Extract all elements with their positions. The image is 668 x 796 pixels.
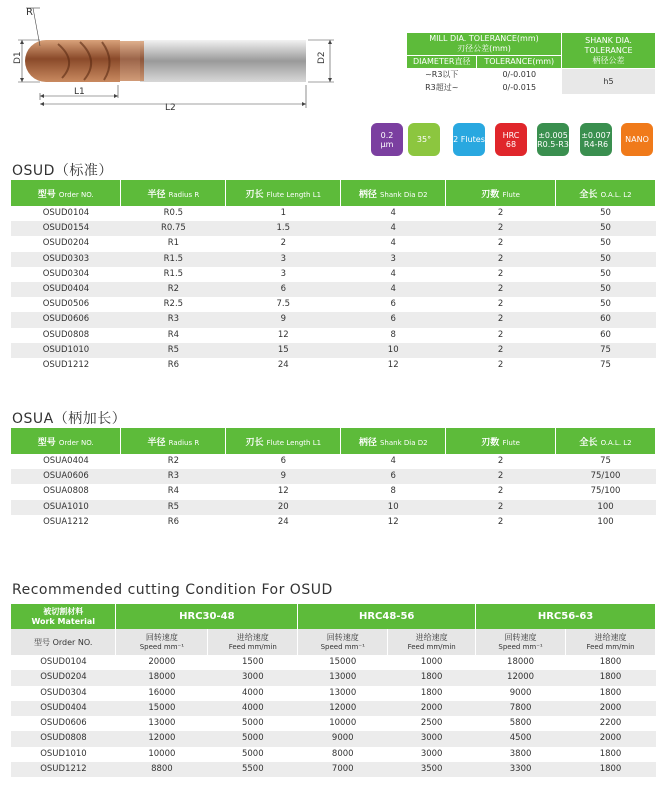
table-cell: 100 xyxy=(597,516,614,527)
table-cell: R4 xyxy=(167,486,180,497)
table-row xyxy=(11,500,656,515)
table-row xyxy=(11,206,656,221)
mill-tolerance-header: MILL DIA. TOLERANCE(mm) 刃径公差(mm) xyxy=(407,33,562,56)
header-en: Order NO. xyxy=(58,190,94,199)
table-cell: 3300 xyxy=(476,762,566,777)
table-cell: 2 xyxy=(497,208,504,218)
header-en: O.A.L. L2 xyxy=(600,438,632,447)
table-row xyxy=(11,282,656,297)
table-cell: 50 xyxy=(600,238,611,249)
table-cell: R6 xyxy=(167,360,180,371)
header-cn: 刃长 xyxy=(245,189,264,200)
group-header: HRC30-48 xyxy=(116,604,298,629)
table-row xyxy=(11,358,656,373)
table-row xyxy=(11,655,656,670)
table-cell: OSUD0506 xyxy=(42,299,90,310)
radius-tolerance-large-badge xyxy=(580,123,612,156)
column-header xyxy=(121,428,226,454)
table-cell: 1800 xyxy=(420,687,443,698)
badge-line: 35° xyxy=(416,135,432,144)
shank-tolerance-header: SHANK DIA. TOLERANCE 柄径公差 xyxy=(562,33,656,69)
osud-title: OSUD（标准） xyxy=(12,163,113,179)
table-cell: 3 xyxy=(280,268,286,279)
table-cell: 1.5 xyxy=(226,221,341,236)
table-cell: 3 xyxy=(341,252,446,267)
table-cell: 1800 xyxy=(566,762,656,777)
table-cell: 5800 xyxy=(509,718,532,729)
speed-header xyxy=(476,629,566,655)
header-cn: 刃数 xyxy=(481,437,500,448)
table-cell: OSUA1212 xyxy=(43,516,89,527)
table-cell: 60 xyxy=(600,329,611,340)
table-cell: 2 xyxy=(497,268,504,279)
table-cell: 2 xyxy=(497,516,504,527)
table-cell: 2 xyxy=(446,500,556,515)
table-cell: OSUD0606 xyxy=(40,718,87,729)
table-cell: OSUD0304 xyxy=(42,268,90,279)
table-cell: OSUD0104 xyxy=(40,657,87,667)
table-cell: R0.5 xyxy=(163,208,184,218)
table-cell: 1800 xyxy=(599,687,622,698)
feed-label-cn: 进给速度 xyxy=(236,632,269,642)
table-cell: OSUD0404 xyxy=(11,282,121,297)
table-cell: 2 xyxy=(446,469,556,484)
table-row xyxy=(11,762,656,777)
table-cell: 18000 xyxy=(116,670,208,685)
table-cell: 4000 xyxy=(208,701,298,716)
feed-label-cn: 进给速度 xyxy=(594,632,627,642)
table-cell: 75 xyxy=(600,360,611,371)
table-cell: 1 xyxy=(280,208,286,218)
badge-line: 68 xyxy=(505,139,517,149)
neck xyxy=(118,41,144,81)
table-cell: OSUD0303 xyxy=(11,252,121,267)
feed-label-cn: 进给速度 xyxy=(415,632,448,642)
table-cell: 100 xyxy=(556,500,656,515)
tolerance-value: 0/-0.010 xyxy=(477,69,562,82)
badge-line: ±0.007 xyxy=(581,130,611,140)
table-cell: 10000 xyxy=(148,748,176,759)
column-header xyxy=(341,428,446,454)
header-en: Flute xyxy=(502,438,520,447)
table-cell: 8800 xyxy=(116,762,208,777)
header-en: Radius R xyxy=(168,190,200,199)
column-header xyxy=(446,180,556,206)
header-en: Radius R xyxy=(168,438,200,447)
table-cell: 4000 xyxy=(241,687,264,698)
table-cell: 13000 xyxy=(148,718,176,729)
tolerance-label: TOLERANCE(mm) xyxy=(477,56,562,69)
table-cell: 6 xyxy=(341,469,446,484)
table-row xyxy=(11,328,656,343)
speed-header xyxy=(116,629,208,655)
badge-line: HRC xyxy=(502,130,520,140)
table-cell: 2500 xyxy=(420,718,443,729)
table-cell: 1800 xyxy=(388,670,476,685)
header-cn: 刃数 xyxy=(481,189,500,200)
cutting-table xyxy=(11,604,656,777)
table-cell: 1800 xyxy=(599,748,622,759)
table-cell: OSUD0808 xyxy=(42,329,90,340)
table-row xyxy=(11,312,656,327)
table-cell: 50 xyxy=(556,282,656,297)
header-cn: 刃长 xyxy=(245,437,264,448)
column-header xyxy=(226,180,341,206)
table-cell: R3 xyxy=(121,312,226,327)
table-row xyxy=(11,221,656,236)
table-cell: 2000 xyxy=(566,701,656,716)
nano-badge xyxy=(621,123,653,156)
table-cell: 12 xyxy=(277,486,289,497)
table-cell: 50 xyxy=(556,221,656,236)
table-cell: 6 xyxy=(390,299,396,310)
table-cell: 12 xyxy=(277,329,289,340)
table-cell: 13000 xyxy=(298,670,388,685)
table-cell: OSUA0606 xyxy=(11,469,121,484)
table-cell: 6 xyxy=(341,312,446,327)
table-cell: 12000 xyxy=(298,701,388,716)
table-cell: 1500 xyxy=(241,657,264,667)
table-cell: OSUD0304 xyxy=(40,687,87,698)
table-cell: 4 xyxy=(390,268,396,279)
table-cell: OSUD0606 xyxy=(11,312,121,327)
table-row xyxy=(11,236,656,251)
table-cell: 3500 xyxy=(388,762,476,777)
table-cell: 9 xyxy=(226,469,341,484)
table-cell: 4 xyxy=(341,221,446,236)
table-cell: 15 xyxy=(226,343,341,358)
table-cell: 8000 xyxy=(331,748,354,759)
feed-header xyxy=(566,629,656,655)
table-cell: 8 xyxy=(390,486,396,497)
cutting-title: Recommended cutting Condition For OSUD xyxy=(12,582,333,598)
table-cell: 3000 xyxy=(388,731,476,746)
table-cell: 50 xyxy=(600,268,611,279)
table-cell: 15000 xyxy=(329,657,357,667)
table-row xyxy=(11,747,656,762)
table-cell: R2.5 xyxy=(163,299,184,310)
l2-label: L2 xyxy=(165,103,176,113)
badge-line: R4-R6 xyxy=(583,139,609,149)
feed-header xyxy=(208,629,298,655)
table-cell: 3 xyxy=(226,252,341,267)
header-cn: 型号 xyxy=(37,189,56,200)
table-cell: 50 xyxy=(600,208,611,218)
header-en: Shank Dia D2 xyxy=(379,190,428,199)
table-cell: 3000 xyxy=(208,670,298,685)
table-cell: 4 xyxy=(390,208,396,218)
header-cn: 型号 xyxy=(37,437,56,448)
column-header xyxy=(226,428,341,454)
table-cell: R5 xyxy=(121,500,226,515)
table-cell: 5500 xyxy=(208,762,298,777)
header-cn: 柄径 xyxy=(358,437,377,448)
table-cell: 7000 xyxy=(298,762,388,777)
table-cell: R4 xyxy=(167,329,180,340)
feed-header xyxy=(388,629,476,655)
table-cell: 5000 xyxy=(241,748,264,759)
table-cell: OSUD0404 xyxy=(11,701,116,716)
table-cell: R1.5 xyxy=(121,252,226,267)
table-cell: 9000 xyxy=(509,687,532,698)
table-row xyxy=(11,252,656,267)
table-cell: 2 xyxy=(446,282,556,297)
header-cn: 柄径 xyxy=(358,189,377,200)
table-cell: 75 xyxy=(556,343,656,358)
table-cell: 2 xyxy=(497,329,504,340)
table-cell: 10000 xyxy=(329,718,357,729)
table-cell: 5000 xyxy=(241,718,264,729)
table-cell: 20000 xyxy=(148,657,176,667)
tolerance-diameter: R3超过~ xyxy=(407,82,477,95)
end-mill-drawing xyxy=(0,0,340,120)
table-cell: 2 xyxy=(497,299,504,310)
table-cell: OSUD0204 xyxy=(11,670,116,685)
header-en: Flute xyxy=(502,190,520,199)
table-row xyxy=(11,469,656,484)
table-cell: R2 xyxy=(121,282,226,297)
feed-label-en: Feed mm/min xyxy=(407,642,456,651)
table-cell: 50 xyxy=(556,252,656,267)
helix-angle-badge xyxy=(408,123,440,156)
table-cell: 4 xyxy=(390,456,396,466)
tolerance-diameter: ~R3以下 xyxy=(407,69,477,82)
table-row xyxy=(11,731,656,746)
table-cell: OSUD1212 xyxy=(11,762,116,777)
table-cell: 2 xyxy=(446,312,556,327)
column-header xyxy=(11,180,121,206)
table-cell: 10 xyxy=(341,343,446,358)
table-cell: OSUD0808 xyxy=(11,731,116,746)
badge-line: NANO xyxy=(625,135,649,144)
table-row xyxy=(11,716,656,731)
speed-header xyxy=(298,629,388,655)
table-row xyxy=(11,686,656,701)
precision-badge xyxy=(371,123,403,156)
table-cell: 4500 xyxy=(476,731,566,746)
osud-table xyxy=(11,180,656,373)
table-row xyxy=(11,670,656,685)
table-cell: 18000 xyxy=(507,657,535,667)
table-cell: R3 xyxy=(121,469,226,484)
speed-label-en: Speed mm⁻¹ xyxy=(498,642,543,651)
table-cell: 13000 xyxy=(329,687,357,698)
tolerance-value: 0/-0.015 xyxy=(477,82,562,95)
table-cell: OSUA1010 xyxy=(11,500,121,515)
table-cell: R6 xyxy=(167,516,180,527)
table-cell: 2 xyxy=(446,343,556,358)
table-cell: 50 xyxy=(600,299,611,310)
table-cell: 75 xyxy=(600,456,611,466)
flutes-badge xyxy=(453,123,485,156)
table-cell: OSUA0404 xyxy=(43,456,89,466)
header-cn: 半径 xyxy=(147,437,166,448)
table-cell: OSUD1212 xyxy=(42,360,90,371)
table-cell: 1800 xyxy=(566,670,656,685)
radius-tolerance-small-badge xyxy=(537,123,569,156)
table-cell: OSUD0104 xyxy=(42,208,90,218)
table-cell: 9 xyxy=(226,312,341,327)
header-cn: 全长 xyxy=(579,189,598,200)
table-cell: 75/100 xyxy=(556,469,656,484)
table-cell: 2 xyxy=(497,456,504,466)
d2-label: D2 xyxy=(317,51,327,64)
table-cell: 16000 xyxy=(148,687,176,698)
speed-label-en: Speed mm⁻¹ xyxy=(320,642,365,651)
shank xyxy=(140,40,306,82)
badge-line: 2 Flutes xyxy=(453,135,485,144)
table-cell: 1800 xyxy=(599,657,622,667)
table-cell: 8 xyxy=(390,329,396,340)
d1-label: D1 xyxy=(13,51,23,64)
header-en: Flute Length L1 xyxy=(266,438,322,447)
table-cell: 2 xyxy=(497,360,504,371)
header-en: Flute Length L1 xyxy=(266,190,322,199)
table-cell: OSUD0154 xyxy=(11,221,121,236)
table-cell: 2000 xyxy=(566,731,656,746)
column-header xyxy=(556,428,656,454)
order-header: 型号 Order NO. xyxy=(11,629,116,655)
column-header xyxy=(556,180,656,206)
table-cell: 12 xyxy=(387,360,399,371)
speed-label-cn: 回转速度 xyxy=(504,632,537,642)
shank-tolerance-value: h5 xyxy=(562,69,656,95)
feed-label-en: Feed mm/min xyxy=(228,642,277,651)
diameter-label: DIAMETER直径 xyxy=(407,56,477,69)
table-cell: 15000 xyxy=(116,701,208,716)
table-cell: 3000 xyxy=(420,748,443,759)
work-material-header: 被切割材料 Work Material xyxy=(11,604,116,629)
table-cell: R5 xyxy=(121,343,226,358)
column-header xyxy=(446,428,556,454)
table-cell: R1 xyxy=(167,238,180,249)
osua-table xyxy=(11,428,656,530)
header-en: O.A.L. L2 xyxy=(600,190,632,199)
column-header xyxy=(11,428,121,454)
feed-label-en: Feed mm/min xyxy=(586,642,635,651)
table-cell: R0.75 xyxy=(121,221,226,236)
table-cell: 4 xyxy=(390,238,396,249)
table-row xyxy=(11,343,656,358)
table-row xyxy=(11,454,656,469)
badge-line: 0.2 xyxy=(380,130,394,140)
header-cn: 半径 xyxy=(147,189,166,200)
column-header xyxy=(341,180,446,206)
table-cell: OSUD1010 xyxy=(11,343,121,358)
table-cell: 2 xyxy=(446,221,556,236)
table-cell: 7800 xyxy=(476,701,566,716)
speed-label-cn: 回转速度 xyxy=(145,632,178,642)
table-cell: OSUA0808 xyxy=(43,486,89,497)
group-header: HRC56-63 xyxy=(476,604,656,629)
header-cn: 全长 xyxy=(579,437,598,448)
table-cell: 1000 xyxy=(420,657,443,667)
table-cell: 12000 xyxy=(476,670,566,685)
table-cell: R2 xyxy=(167,456,180,466)
table-cell: 6 xyxy=(226,282,341,297)
badge-line: μm xyxy=(380,139,394,149)
table-cell: 2 xyxy=(497,238,504,249)
badge-line: ±0.005 xyxy=(538,130,568,140)
speed-label-cn: 回转速度 xyxy=(326,632,359,642)
table-cell: 5000 xyxy=(208,731,298,746)
badge-line: R0.5-R3 xyxy=(537,139,569,149)
tolerance-table xyxy=(406,32,656,95)
table-cell: 75/100 xyxy=(590,486,621,497)
table-cell: 9000 xyxy=(298,731,388,746)
table-cell: 2 xyxy=(446,252,556,267)
table-row xyxy=(11,484,656,499)
group-header: HRC48-56 xyxy=(298,604,476,629)
table-cell: 3800 xyxy=(509,748,532,759)
table-cell: 6 xyxy=(280,456,286,466)
table-cell: 10 xyxy=(341,500,446,515)
table-cell: 12 xyxy=(387,516,399,527)
table-cell: 12000 xyxy=(116,731,208,746)
osua-title: OSUA（柄加长） xyxy=(12,411,127,427)
table-cell: 2 xyxy=(497,486,504,497)
table-cell: 24 xyxy=(277,516,289,527)
speed-label-en: Speed mm⁻¹ xyxy=(139,642,185,651)
table-row xyxy=(11,515,656,530)
table-cell: 2 xyxy=(280,238,286,249)
r-label: R xyxy=(26,7,33,18)
table-cell: 4 xyxy=(341,282,446,297)
table-cell: 24 xyxy=(277,360,289,371)
table-cell: 7.5 xyxy=(276,299,291,310)
l1-label: L1 xyxy=(74,87,85,97)
header-en: Shank Dia D2 xyxy=(379,438,428,447)
table-cell: R1.5 xyxy=(163,268,184,279)
table-row xyxy=(11,267,656,282)
table-cell: OSUD0204 xyxy=(42,238,90,249)
table-row xyxy=(11,701,656,716)
table-cell: 60 xyxy=(556,312,656,327)
hrc-badge xyxy=(495,123,527,156)
header-en: Order NO. xyxy=(58,438,94,447)
table-cell: 2000 xyxy=(388,701,476,716)
table-cell: 20 xyxy=(226,500,341,515)
table-cell: 2200 xyxy=(599,718,622,729)
table-row xyxy=(11,297,656,312)
table-cell: OSUD1010 xyxy=(40,748,87,759)
column-header xyxy=(121,180,226,206)
